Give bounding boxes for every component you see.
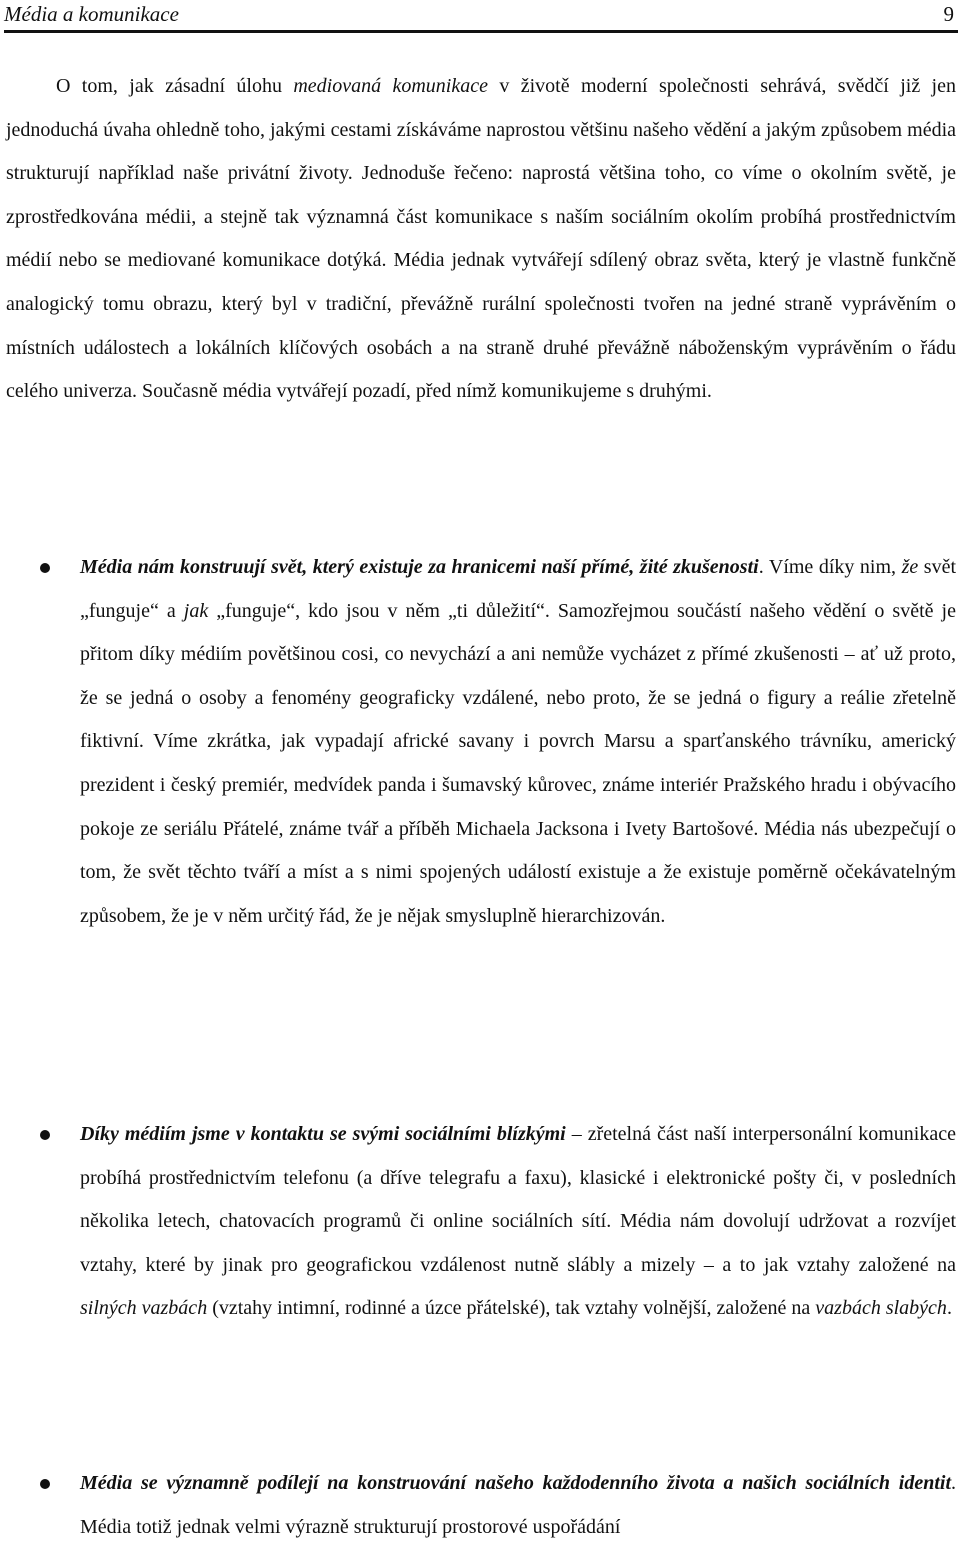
- bullet-lead: Média se významně podílejí na konstruování našeho každodenního života a našich sociálních identit: [80, 1472, 951, 1494]
- emphasis-text: silných vazbách: [80, 1297, 208, 1320]
- bullet-text: [80, 1462, 956, 1549]
- emphasis-text: mediovaná komunikace: [293, 75, 488, 97]
- text-run: . Média totiž jednak velmi výrazně strukturují prostorové uspořádání: [80, 1472, 956, 1538]
- bullet-icon: [40, 1479, 50, 1489]
- bullet-text: [80, 1113, 956, 1331]
- page-number: 9: [943, 2, 954, 26]
- text-run: v životě moderní společnosti sehrává, svědčí již jen jednoduchá úvaha ohledně toho, jakými cestami získáváme naprostou většinu našeho vědění a jakým způsobem média strukturují například naše privátní životy. Jednoduše řečeno: naprostá většina toho, co víme o okolním světě, je zprostředkována médii, a stejně tak významná část komunikace s naším sociálním okolím probíhá prostřednictvím médií nebo se mediované komunikace dotýká. Média jednak vytvářejí sdílený obraz světa, který je vlastně funkčně analogický tomu obrazu, který byl v tradiční, převážně rurální společnosti tvořen na jedné straně vyprávěním o místních událostech a lokálních klíčových osobách a na straně druhé převážně náboženským vyprávěním o řádu celého univerza. Současně média vytvářejí pozadí, před nímž komunikujeme s druhými.: [6, 75, 956, 403]
- bullet-icon: [40, 563, 50, 573]
- bullet-lead: Díky médiím jsme v kontaktu se svými sociálními blízkými: [80, 1123, 566, 1145]
- text-run: .: [946, 1297, 952, 1320]
- bullet-text: [80, 546, 956, 938]
- text-run: (vztahy intimní, rodinné a úzce přátelské), tak vztahy volnější, založené na: [207, 1297, 816, 1320]
- bullet-lead: Média nám konstruují svět, který existuje za hranicemi naší přímé, žité zkušenosti: [80, 556, 759, 578]
- intro-paragraph: [6, 65, 956, 414]
- text-run: O tom, jak zásadní úlohu: [56, 75, 294, 97]
- bullet-icon: [40, 1130, 50, 1140]
- emphasis-text: že: [901, 556, 919, 578]
- text-run: „funguje“, kdo jsou v něm „ti důležití“. Samozřejmou součástí našeho vědění o světě je přitom díky médiím povětšinou cosi, co nevychází a ani nemůže vycházet z přímé zkušenosti – ať už proto, že se jedná o osoby a fenomény geograficky vzdálené, nebo proto, že se jedná o figury a reálie zřetelně fiktivní. Víme zkrátka, jak vypadají africké savany i povrch Marsu a sparťanského trávníku, americký prezident i český premiér, medvídek panda i šumavský kůrovec, známe interiér Pražského hradu i obývacího pokoje ze seriálu Přátelé, známe tvář a příběh Michaela Jacksona i Ivety Bartošové. Média nás ubezpečují o tom, že svět těchto tváří a míst a s nimi spojených událostí existuje a že existuje poměrně očekávatelným způsobem, že je v něm určitý řád, že je nějak smysluplně hierarchizován.: [80, 599, 956, 927]
- text-run: . Víme díky nim,: [758, 556, 902, 578]
- page-header: [4, 0, 958, 33]
- text-run: svět „funguje“ a: [80, 556, 956, 622]
- emphasis-text: vazbách slabých: [815, 1297, 947, 1320]
- running-title: Média a komunikace: [4, 2, 179, 26]
- emphasis-text: jak: [183, 599, 209, 622]
- text-run: – zřetelná část naší interpersonální komunikace probíhá prostřednictvím telefonu (a dříve telegrafu a faxu), klasické i elektronické pošty či, v posledních několika letech, chatovacích programů či online sociálních sítí. Média nám dovolují udržovat a rozvíjet vztahy, které by jinak pro geografickou vzdálenost nutně slábly a mizely – a to jak vztahy založené na: [80, 1123, 956, 1276]
